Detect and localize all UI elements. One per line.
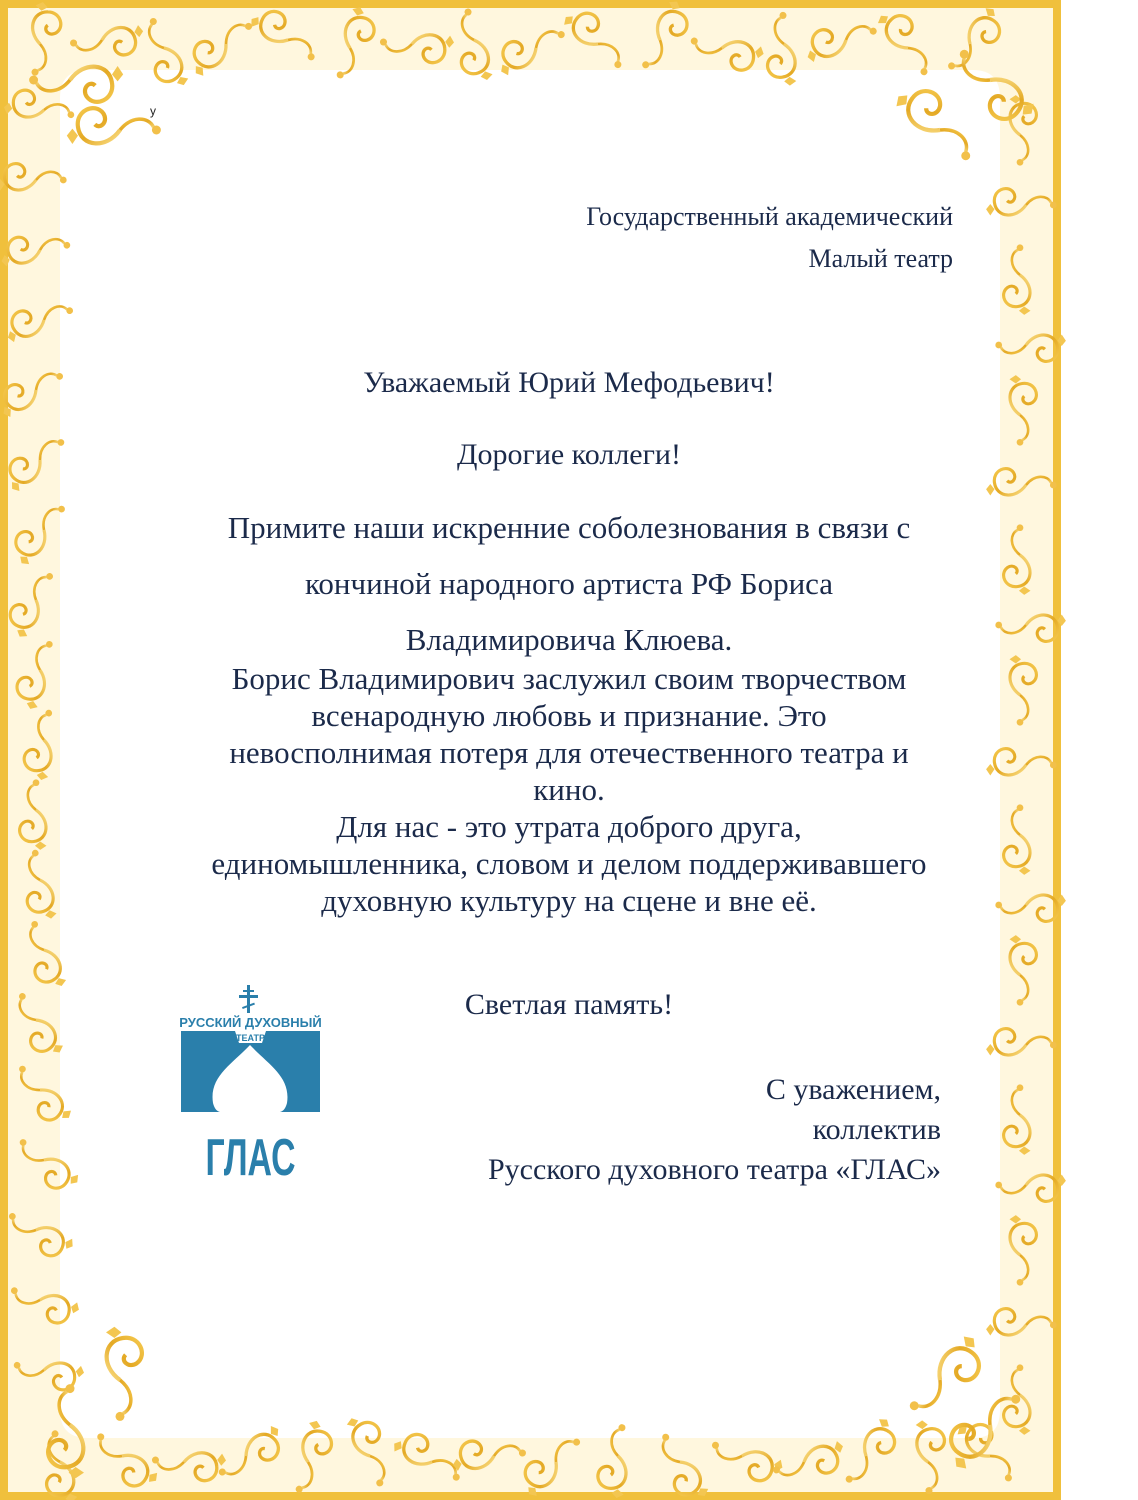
- addressee-block: [586, 196, 953, 280]
- addressee-line-2: Малый театр: [808, 244, 953, 273]
- glas-theatre-logo: [181, 985, 320, 1185]
- tribute-line: Для нас - это утрата доброго друга,: [336, 809, 802, 844]
- condolence-paragraph: [0, 500, 1138, 668]
- orthodox-cross-icon: [239, 985, 258, 1013]
- tribute-line: всенародную любовь и признание. Это: [311, 698, 827, 733]
- tribute-line: единомышленника, словом и делом поддерживавшего: [211, 846, 927, 881]
- tribute-line: духовную культуру на сцене и вне её.: [321, 883, 817, 918]
- signature-line: Русского духовного театра «ГЛАС»: [487, 1153, 941, 1186]
- logo-line-2: ТЕАТР: [235, 1033, 266, 1043]
- tribute-paragraph: [0, 660, 1138, 919]
- memory-line: Светлая память!: [464, 988, 674, 1021]
- signature-line: С уважением,: [765, 1073, 941, 1106]
- greeting-colleagues: Дорогие коллеги!: [457, 438, 681, 471]
- condolence-line: кончиной народного артиста РФ Бориса: [304, 566, 834, 601]
- signature-block: [488, 1070, 941, 1190]
- condolence-line: Примите наши искренние соболезнования в связи с: [227, 510, 911, 545]
- logo-line-1: РУССКИЙ ДУХОВНЫЙ: [179, 1015, 322, 1030]
- tribute-line: Борис Владимирович заслужил своим творчеством: [231, 661, 907, 696]
- addressee-line-1: Государственный академический: [586, 202, 953, 231]
- stray-character: у: [150, 104, 156, 118]
- tribute-line: невосполнимая потеря для отечественного театра и: [229, 735, 909, 770]
- tribute-line: кино.: [533, 772, 605, 807]
- condolence-line: Владимировича Клюева.: [405, 622, 733, 657]
- signature-line: коллектив: [812, 1113, 941, 1146]
- greeting-dear: Уважаемый Юрий Мефодьевич!: [363, 366, 775, 399]
- logo-name: ГЛАС: [205, 1129, 296, 1187]
